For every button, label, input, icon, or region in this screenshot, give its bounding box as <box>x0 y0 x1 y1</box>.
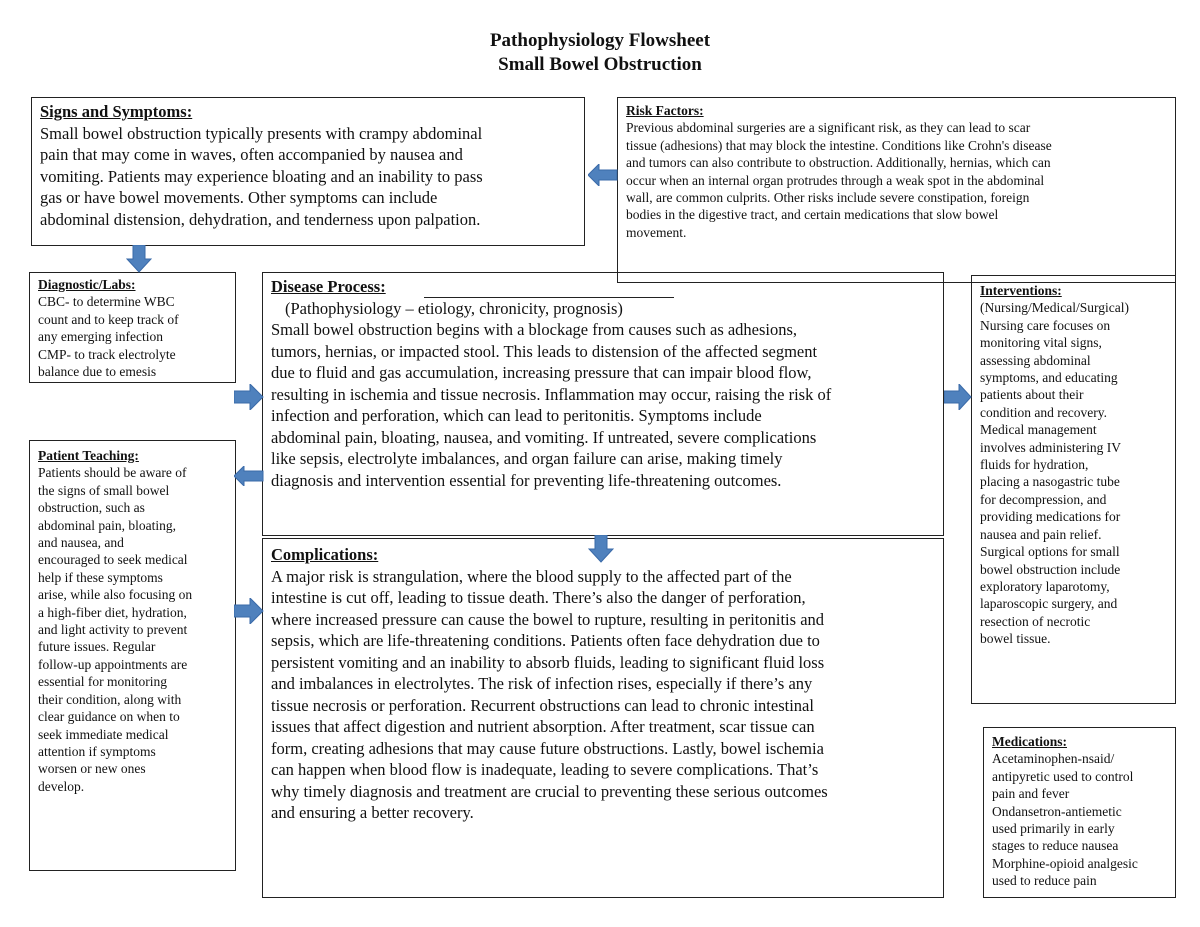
text-line: sepsis, which are life-threatening conditions. Patients often face dehydration due to <box>271 631 820 650</box>
text-line: why timely diagnosis and treatment are crucial to preventing these serious outcomes <box>271 781 828 801</box>
signs-symptoms-box <box>31 97 585 246</box>
arrow-right-icon <box>944 384 972 410</box>
text-line: nausea and pain relief. <box>980 526 1102 542</box>
text-line: tumors, hernias, or impacted stool. This leads to distension of the affected segment <box>271 341 818 361</box>
complications-box <box>262 538 944 898</box>
text-line: balance due to emesis <box>38 364 157 380</box>
text-line: tissue (adhesions) that may block the intestine. Conditions like Crohn's disease <box>626 137 1052 153</box>
text-line: any emerging infection <box>38 329 163 345</box>
section-body <box>980 299 1167 647</box>
section-heading: Complications: <box>271 545 379 564</box>
text-line: attention if symptoms <box>38 743 156 759</box>
text-line: for decompression, and <box>980 491 1107 507</box>
section-heading: Diagnostic/Labs: <box>38 277 136 292</box>
text-line: used primarily in early <box>992 821 1115 837</box>
text-line: infection and perforation, which can lead to peritonitis. Symptoms include <box>271 406 762 425</box>
text-line: tissue necrosis or perforation. Recurrent obstructions can lead to chronic intestinal <box>271 695 814 715</box>
text-line: vomiting. Patients may experience bloating and an inability to pass <box>40 166 483 186</box>
text-line: resulting in ischemia and tissue necrosis. Inflammation may occur, raising the risk of <box>271 384 832 404</box>
section-body <box>626 119 1167 241</box>
text-line: antipyretic used to control <box>992 768 1134 784</box>
text-line: Small bowel obstruction typically presents with crampy abdominal <box>40 123 483 143</box>
text-line: seek immediate medical <box>38 726 169 742</box>
text-line: pain and fever <box>992 786 1070 802</box>
section-heading: Medications: <box>992 734 1067 749</box>
heading-rule <box>424 280 674 298</box>
text-line: monitoring vital signs, <box>980 335 1102 351</box>
text-line: arise, while also focusing on <box>38 587 193 603</box>
section-subheading: (Pathophysiology – etiology, chronicity, prognosis) <box>285 298 623 318</box>
arrow-right-icon <box>234 384 264 410</box>
text-line: resection of necrotic <box>980 613 1091 629</box>
text-line: CMP- to track electrolyte <box>38 346 176 362</box>
text-line: diagnosis and intervention essential for preventing life-threatening outcomes. <box>271 470 782 490</box>
text-line: worsen or new ones <box>38 761 146 777</box>
page-subtitle: Small Bowel Obstruction <box>498 54 702 75</box>
section-body <box>40 123 576 231</box>
text-line: stages to reduce nausea <box>992 838 1119 854</box>
text-line: clear guidance on when to <box>38 709 180 725</box>
text-line: patients about their <box>980 387 1084 403</box>
text-line: follow-up appointments are <box>38 656 188 672</box>
diagnostic-labs-box <box>29 272 236 383</box>
text-line: (Nursing/Medical/Surgical) <box>980 300 1129 316</box>
text-line: movement. <box>626 224 687 240</box>
risk-factors-box <box>617 97 1176 283</box>
text-line: bodies in the digestive tract, and certain medications that slow bowel <box>626 207 999 223</box>
section-body <box>992 750 1167 889</box>
text-line: like sepsis, electrolyte imbalances, and organ failure can arise, making timely <box>271 449 783 468</box>
disease-process-box <box>262 272 944 536</box>
section-body <box>271 566 935 824</box>
text-line: wall, are common culprits. Other risks include severe constipation, foreign <box>626 190 1030 206</box>
text-line: Surgical options for small <box>980 544 1120 560</box>
text-line: fluids for hydration, <box>980 457 1089 473</box>
section-body <box>271 319 935 491</box>
text-line: bowel tissue. <box>980 631 1051 647</box>
text-line: Medical management <box>980 422 1097 438</box>
text-line: Patients should be aware of <box>38 465 187 481</box>
text-line: A major risk is strangulation, where the blood supply to the affected part of the <box>271 566 792 586</box>
text-line: used to reduce pain <box>992 873 1097 889</box>
text-line: abdominal pain, bloating, <box>38 517 176 533</box>
text-line: occur when an internal organ protrudes through a weak spot in the abdominal <box>626 172 1045 188</box>
text-line: encouraged to seek medical <box>38 552 188 568</box>
text-line: and imbalances in electrolytes. The risk of infection rises, especially if there’s any <box>271 674 813 693</box>
text-line: where increased pressure can cause the bowel to rupture, resulting in peritonitis and <box>271 609 825 629</box>
text-line: form, creating adhesions that may cause future obstructions. Lastly, bowel ischemia <box>271 738 824 758</box>
arrow-right-icon <box>234 598 264 624</box>
text-line: Previous abdominal surgeries are a significant risk, as they can lead to scar <box>626 120 1031 136</box>
text-line: intestine is cut off, leading to tissue death. There’s also the danger of perforation, <box>271 588 806 607</box>
arrow-down-icon <box>588 535 614 563</box>
section-body <box>38 293 227 380</box>
text-line: bowel obstruction include <box>980 561 1121 577</box>
text-line: assessing abdominal <box>980 352 1091 368</box>
text-line: abdominal distension, dehydration, and tenderness upon palpation. <box>40 209 481 229</box>
section-heading: Patient Teaching: <box>38 448 139 463</box>
text-line: CBC- to determine WBC <box>38 294 175 310</box>
text-line: help if these symptoms <box>38 569 163 585</box>
text-line: gas or have bowel movements. Other symptoms can include <box>40 188 438 207</box>
text-line: Morphine-opioid analgesic <box>992 855 1138 871</box>
text-line: Nursing care focuses on <box>980 317 1111 333</box>
page-title: Pathophysiology Flowsheet <box>489 30 711 51</box>
text-line: a high-fiber diet, hydration, <box>38 604 187 620</box>
text-line: can happen when blood flow is inadequate, leading to severe complications. That’s <box>271 760 819 779</box>
text-line: involves administering IV <box>980 439 1121 455</box>
text-line: and ensuring a better recovery. <box>271 803 474 822</box>
section-heading: Risk Factors: <box>626 103 704 118</box>
text-line: exploratory laparotomy, <box>980 578 1110 594</box>
text-line: obstruction, such as <box>38 500 145 516</box>
text-line: pain that may come in waves, often accompanied by nausea and <box>40 145 463 164</box>
text-line: the signs of small bowel <box>38 482 170 498</box>
text-line: laparoscopic surgery, and <box>980 596 1118 612</box>
text-line: due to fluid and gas accumulation, increasing pressure that can impair blood flow, <box>271 363 812 382</box>
text-line: future issues. Regular <box>38 639 156 655</box>
arrow-left-icon <box>234 466 264 486</box>
arrow-down-icon <box>126 245 152 273</box>
section-heading: Signs and Symptoms: <box>40 102 193 121</box>
text-line: Small bowel obstruction begins with a blockage from causes such as adhesions, <box>271 320 798 339</box>
medications-box <box>983 727 1176 898</box>
text-line: and tumors can also contribute to obstruction. Additionally, hernias, which can <box>626 155 1051 171</box>
text-line: condition and recovery. <box>980 404 1107 420</box>
section-heading: Disease Process: <box>271 277 386 296</box>
text-line: and light activity to prevent <box>38 622 188 638</box>
text-line: their condition, along with <box>38 691 182 707</box>
text-line: providing medications for <box>980 509 1121 525</box>
text-line: abdominal pain, bloating, nausea, and vomiting. If untreated, severe complications <box>271 427 817 447</box>
patient-teaching-box <box>29 440 236 871</box>
text-line: symptoms, and educating <box>980 370 1118 386</box>
text-line: Ondansetron-antiemetic <box>992 803 1122 819</box>
text-line: and nausea, and <box>38 535 124 551</box>
section-heading: Interventions: <box>980 283 1062 298</box>
text-line: persistent vomiting and an inability to absorb fluids, leading to significant fluid loss <box>271 652 825 672</box>
text-line: issues that affect digestion and nutrient absorption. After treatment, scar tissue can <box>271 717 815 736</box>
text-line: count and to keep track of <box>38 311 179 327</box>
text-line: essential for monitoring <box>38 674 167 690</box>
text-line: develop. <box>38 778 85 794</box>
arrow-left-icon <box>588 164 618 186</box>
section-body <box>38 464 227 795</box>
text-line: Acetaminophen-nsaid/ <box>992 751 1115 767</box>
interventions-box <box>971 275 1176 704</box>
text-line: placing a nasogastric tube <box>980 474 1120 490</box>
